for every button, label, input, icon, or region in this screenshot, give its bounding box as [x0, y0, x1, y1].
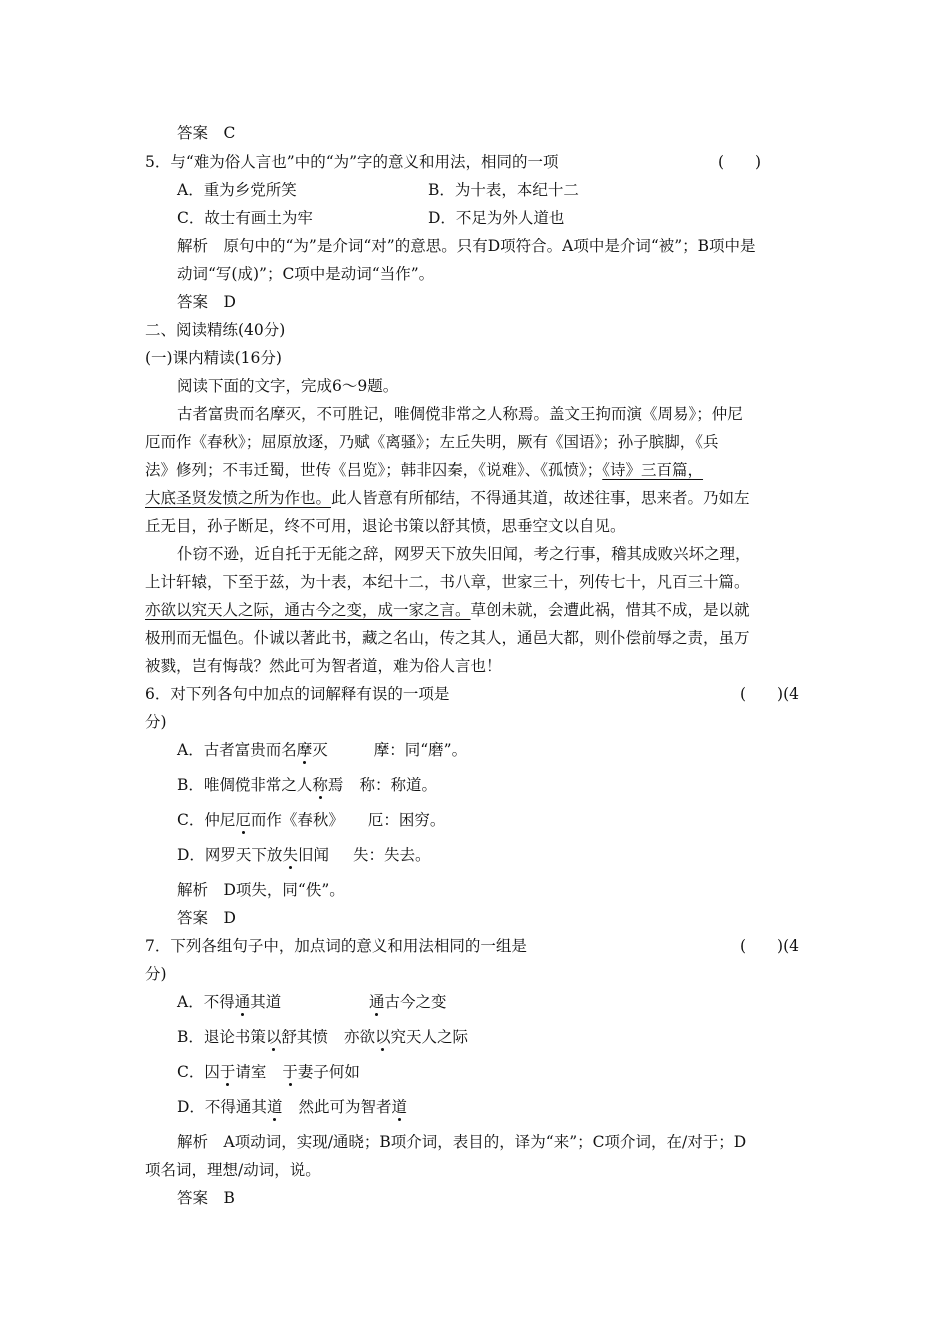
- underlined-sentence: 《诗》三百篇，: [602, 461, 704, 479]
- passage-p1-line4: 大底圣贤发愤之所为作也。此人皆意有所郁结，不得通其道，故述往事，思来者。乃如左: [145, 489, 750, 507]
- q7-option-a-pair: 通古今之变: [369, 993, 447, 1011]
- dotted-word: 道: [391, 1098, 407, 1116]
- q5-analysis-line2: 动词“写(成)”；C项中是动词“当作”。: [177, 265, 435, 283]
- dotted-word: 失: [282, 846, 298, 864]
- q7-option-b: B．退论书策以舒其愤 亦欲以究天人之际: [177, 1028, 468, 1046]
- q7-option-d: D．不得通其道 然此可为智者道: [177, 1098, 407, 1116]
- q5-option-a: A．重为乡党所笑: [177, 181, 297, 199]
- passage-p1-line2: 厄而作《春秋》；屈原放逐，乃赋《离骚》；左丘失明，厥有《国语》；孙子膑脚，《兵: [145, 433, 719, 451]
- passage-p2-line4: 极刑而无愠色。仆诚以著此书，藏之名山，传之其人，通邑大都，则仆偿前辱之责，虽万: [145, 629, 750, 647]
- q5-option-d: D．不足为外人道也: [428, 209, 565, 227]
- q6-stem: 6．对下列各句中加点的词解释有误的一项是: [145, 685, 450, 703]
- dotted-word: 道: [266, 1098, 283, 1116]
- q6-answer: 答案 D: [177, 909, 236, 927]
- passage-p2-line2: 上计轩辕，下至于兹，为十表，本纪十二，书八章，世家三十，列传七十，凡百三十篇。: [145, 573, 750, 591]
- dotted-word: 通: [369, 993, 385, 1011]
- subsection-heading: (一)课内精读(16分): [145, 349, 282, 367]
- q5-answer: 答案 D: [177, 293, 236, 311]
- reading-intro: 阅读下面的文字，完成6～9题。: [177, 377, 399, 395]
- dotted-word: 摩: [296, 741, 313, 759]
- q7-analysis-line2: 项名词，理想/动词，说。: [145, 1161, 321, 1179]
- passage-p2-line1: 仆窃不逊，近自托于无能之辞，网罗天下放失旧闻，考之行事，稽其成败兴坏之理，: [177, 545, 751, 563]
- q7-analysis-line1: 解析 A项动词，实现/通晓；B项介词，表目的，译为“来”；C项介词，在/对于；D: [177, 1133, 747, 1151]
- passage-p1-line3: 法》修列；不韦迁蜀，世传《吕览》；韩非囚秦，《说难》、《孤愤》；《诗》三百篇，: [145, 461, 704, 479]
- dotted-word: 厄: [235, 811, 251, 829]
- q5-analysis-line1: 解析 原句中的“为”是介词“对”的意思。只有D项符合。A项中是介词“被”；B项中是: [177, 237, 756, 255]
- q5-option-c: C．故士有画土为牢: [177, 209, 313, 227]
- dotted-word: 通: [234, 993, 251, 1011]
- passage-p2-line3: 亦欲以究天人之际，通古今之变，成一家之言。草创未就，会遭此祸，惜其不成，是以就: [145, 601, 750, 619]
- dotted-word: 于: [219, 1063, 236, 1081]
- section-heading: 二、阅读精练(40分): [145, 321, 286, 339]
- dotted-word: 于: [282, 1063, 298, 1081]
- passage-p1-line5: 丘无目，孙子断足，终不可用，退论书策以舒其愤，思垂空文以自见。: [145, 517, 626, 535]
- q6-option-b: B．唯倜傥非常之人称焉 称：称道。: [177, 776, 437, 794]
- underlined-sentence: 亦欲以究天人之际，通古今之变，成一家之言。: [145, 601, 471, 619]
- q6-analysis: 解析 D项失，同“佚”。: [177, 881, 345, 899]
- q5-paren: ( ): [718, 153, 762, 171]
- dotted-word: 以: [374, 1028, 391, 1046]
- dotted-word: 以: [265, 1028, 282, 1046]
- answer-q4: 答案 C: [177, 124, 236, 142]
- q7-score: 分): [145, 965, 167, 983]
- q6-score: 分): [145, 713, 167, 731]
- q6-option-a: A．古者富贵而名摩灭 摩：同“磨”。: [177, 741, 468, 759]
- q5-option-b: B．为十表，本纪十二: [428, 181, 579, 199]
- passage-p1-line1: 古者富贵而名摩灭，不可胜记，唯倜傥非常之人称焉。盖文王拘而演《周易》；仲尼: [177, 405, 743, 423]
- passage-p2-line5: 被戮，岂有悔哉？然此可为智者道，难为俗人言也！: [145, 657, 502, 675]
- q6-paren: ( )(4: [740, 685, 800, 703]
- q6-option-d: D．网罗天下放失旧闻 失：失去。: [177, 846, 431, 864]
- q6-option-c: C．仲尼厄而作《春秋》 厄：困穷。: [177, 811, 446, 829]
- q7-answer: 答案 B: [177, 1189, 235, 1207]
- q7-paren: ( )(4: [740, 937, 800, 955]
- q7-option-a: A．不得通其道: [177, 993, 282, 1011]
- q7-stem: 7．下列各组句子中，加点词的意义和用法相同的一组是: [145, 937, 527, 955]
- q7-option-c: C．囚于请室 于妻子何如: [177, 1063, 360, 1081]
- dotted-word: 称: [312, 776, 328, 794]
- underlined-sentence: 大底圣贤发愤之所为作也。: [145, 489, 332, 507]
- q5-stem: 5．与“难为俗人言也”中的“为”字的意义和用法，相同的一项: [145, 153, 559, 171]
